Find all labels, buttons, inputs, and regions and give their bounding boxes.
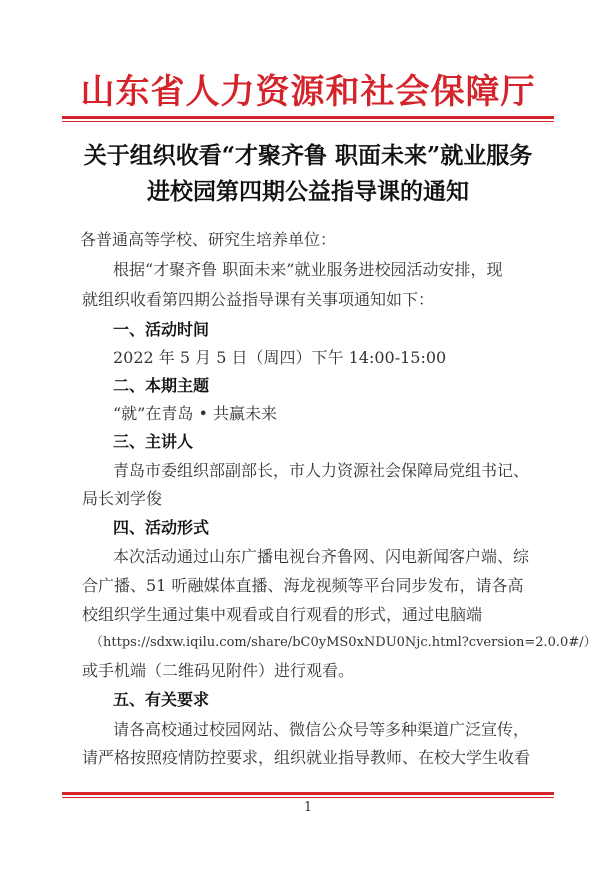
section-heading-theme: 二、本期主题 — [113, 376, 210, 395]
intro-line: 就组织收看第四期公益指导课有关事项通知如下： — [82, 290, 435, 309]
section-heading-requirements: 五、有关要求 — [113, 690, 210, 709]
section-content-requirements: 请各高校通过校园网站、微信公众号等多种渠道广泛宣传， — [113, 720, 530, 739]
footer-rule-thick — [62, 792, 554, 795]
header-rule-thin — [62, 121, 554, 122]
footer-rule-thin — [62, 797, 554, 798]
section-content-speaker: 局长刘学俊 — [82, 489, 163, 508]
title-line: 进校园第四期公益指导课的通知 — [147, 178, 469, 205]
section-content-format: 本次活动通过山东广播电视台齐鲁网、闪电新闻客户端、综 — [113, 547, 530, 566]
web-link[interactable]: （https://sdxw.iqilu.com/share/bC0yMS0xNDU0Njc.html?cversion=2.0.0#/） — [90, 635, 597, 650]
page-number: 1 — [303, 800, 313, 815]
section-content-requirements: 请严格按照疫情防控要求，组织就业指导教师、在校大学生收看 — [82, 748, 531, 767]
section-content-speaker: 青岛市委组织部副部长，市人力资源社会保障局党组书记、 — [113, 461, 530, 480]
section-content-theme: “就”在青岛 • 共赢未来 — [113, 404, 277, 423]
section-content-format: 或手机端（二维码见附件）进行观看。 — [82, 661, 355, 680]
section-content-format: 校组织学生通过集中观看或自行观看的形式，通过电脑端 — [82, 605, 483, 624]
intro-line: 根据“才聚齐鲁 职面未来”就业服务进校园活动安排，现 — [113, 260, 503, 279]
section-heading-time: 一、活动时间 — [113, 320, 210, 339]
section-content-time: 2022 年 5 月 5 日（周四）下午 14:00-15:00 — [113, 348, 447, 367]
section-heading-speaker: 三、主讲人 — [113, 432, 194, 451]
salutation: 各普通高等学校、研究生培养单位： — [80, 230, 337, 249]
issuer-header: 山东省人力资源和社会保障厅 — [80, 72, 536, 112]
title-line: 关于组织收看“才聚齐鲁 职面未来”就业服务 — [83, 142, 533, 169]
header-rule-thick — [62, 116, 554, 119]
section-content-format: 合广播、51 听融媒体直播、海龙视频等平台同步发布，请各高 — [82, 576, 524, 595]
document-title — [40, 138, 576, 210]
section-heading-format: 四、活动形式 — [113, 518, 210, 537]
